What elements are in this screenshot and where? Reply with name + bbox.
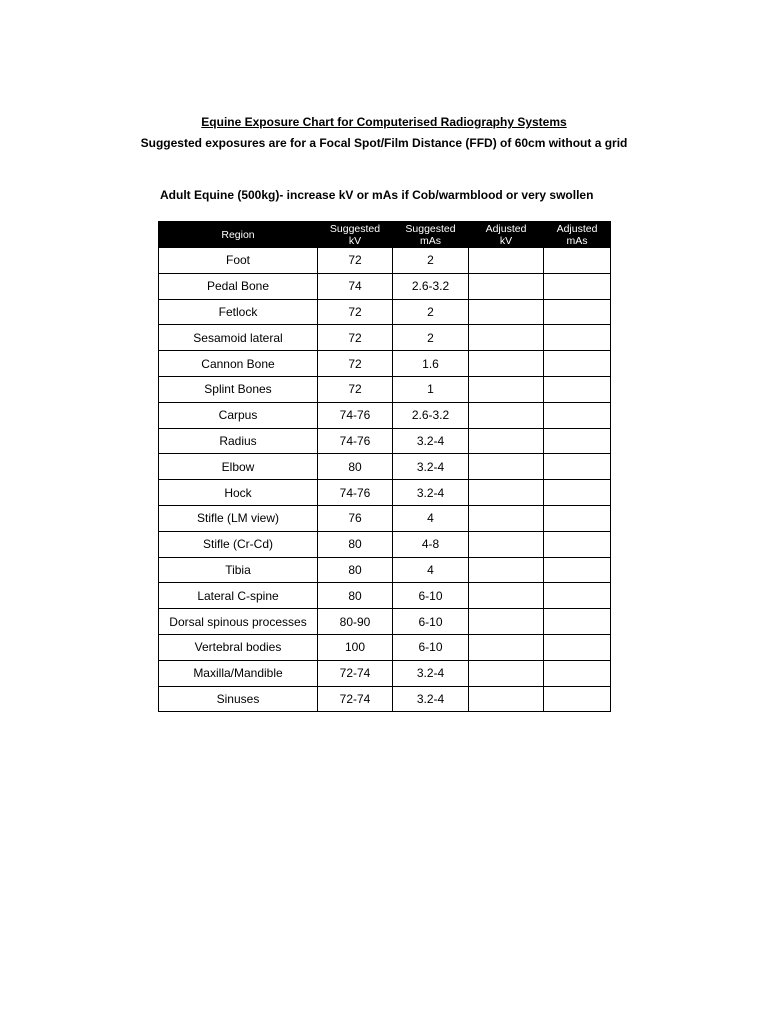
- cell-suggested-mas: 1: [393, 376, 469, 402]
- cell-adjusted-mas: [544, 531, 611, 557]
- header-text-line: mAs: [420, 234, 441, 247]
- cell-adjusted-mas: [544, 299, 611, 325]
- cell-region: Fetlock: [159, 299, 318, 325]
- header-text-line: Adjusted: [556, 222, 598, 235]
- cell-suggested-kv: 72-74: [318, 686, 393, 712]
- table-row: [159, 480, 611, 506]
- header-adjusted-mas: [544, 222, 611, 248]
- header-text-line: Suggested: [405, 222, 456, 235]
- cell-suggested-mas: 2.6-3.2: [393, 402, 469, 428]
- cell-region: Maxilla/Mandible: [159, 660, 318, 686]
- header-text-line: kV: [499, 234, 513, 247]
- cell-suggested-kv: 72: [318, 299, 393, 325]
- cell-region: Sinuses: [159, 686, 318, 712]
- table-header-row: [159, 222, 611, 248]
- cell-region: Lateral C-spine: [159, 583, 318, 609]
- cell-suggested-kv: 72: [318, 325, 393, 351]
- cell-adjusted-mas: [544, 273, 611, 299]
- cell-suggested-mas: 6-10: [393, 634, 469, 660]
- document-title: Equine Exposure Chart for Computerised Radiography Systems: [201, 115, 567, 129]
- table-row: [159, 351, 611, 377]
- cell-adjusted-mas: [544, 557, 611, 583]
- table-row: [159, 686, 611, 712]
- header-text-line: Suggested: [329, 222, 381, 235]
- table-body: [159, 248, 611, 712]
- cell-suggested-kv: 100: [318, 634, 393, 660]
- cell-adjusted-kv: [469, 660, 544, 686]
- cell-suggested-kv: 72: [318, 376, 393, 402]
- exposure-table: [158, 221, 611, 712]
- table-row: [159, 609, 611, 635]
- cell-adjusted-mas: [544, 686, 611, 712]
- header-region: [159, 222, 318, 248]
- cell-region: Cannon Bone: [159, 351, 318, 377]
- cell-adjusted-mas: [544, 402, 611, 428]
- cell-adjusted-kv: [469, 686, 544, 712]
- cell-adjusted-kv: [469, 531, 544, 557]
- table-row: [159, 454, 611, 480]
- header-text-line: kV: [348, 234, 362, 247]
- header-text-line: mAs: [566, 234, 588, 247]
- cell-adjusted-kv: [469, 428, 544, 454]
- table-row: [159, 299, 611, 325]
- header-suggested-kv: [318, 222, 393, 248]
- cell-adjusted-kv: [469, 376, 544, 402]
- cell-adjusted-kv: [469, 480, 544, 506]
- cell-adjusted-mas: [544, 609, 611, 635]
- cell-region: Dorsal spinous processes: [159, 609, 318, 635]
- cell-region: Tibia: [159, 557, 318, 583]
- cell-suggested-kv: 80: [318, 531, 393, 557]
- table-row: [159, 325, 611, 351]
- cell-suggested-mas: 4: [393, 505, 469, 531]
- cell-adjusted-mas: [544, 351, 611, 377]
- cell-adjusted-mas: [544, 325, 611, 351]
- cell-suggested-mas: 3.2-4: [393, 454, 469, 480]
- cell-suggested-kv: 72: [318, 248, 393, 274]
- cell-suggested-kv: 80: [318, 454, 393, 480]
- cell-adjusted-kv: [469, 583, 544, 609]
- cell-suggested-mas: 2: [393, 248, 469, 274]
- table-row: [159, 248, 611, 274]
- cell-adjusted-kv: [469, 248, 544, 274]
- cell-suggested-kv: 74-76: [318, 402, 393, 428]
- cell-region: Radius: [159, 428, 318, 454]
- cell-adjusted-kv: [469, 273, 544, 299]
- cell-suggested-kv: 76: [318, 505, 393, 531]
- table-row: [159, 402, 611, 428]
- cell-adjusted-mas: [544, 454, 611, 480]
- cell-region: Stifle (Cr-Cd): [159, 531, 318, 557]
- header-adjusted-kv: [469, 222, 544, 248]
- cell-region: Elbow: [159, 454, 318, 480]
- table-row: [159, 634, 611, 660]
- table-row: [159, 531, 611, 557]
- cell-region: Pedal Bone: [159, 273, 318, 299]
- cell-adjusted-mas: [544, 634, 611, 660]
- table-row: [159, 376, 611, 402]
- cell-adjusted-mas: [544, 248, 611, 274]
- cell-suggested-mas: 4: [393, 557, 469, 583]
- cell-region: Stifle (LM view): [159, 505, 318, 531]
- cell-suggested-kv: 74-76: [318, 480, 393, 506]
- cell-adjusted-mas: [544, 505, 611, 531]
- cell-suggested-mas: 3.2-4: [393, 480, 469, 506]
- section-heading: Adult Equine (500kg)- increase kV or mAs if Cob/warmblood or very swollen: [160, 188, 594, 202]
- header-text-line: Region: [221, 228, 255, 241]
- table-row: [159, 557, 611, 583]
- cell-adjusted-kv: [469, 351, 544, 377]
- cell-adjusted-kv: [469, 325, 544, 351]
- header-suggested-mas: [393, 222, 469, 248]
- cell-suggested-kv: 74: [318, 273, 393, 299]
- cell-region: Splint Bones: [159, 376, 318, 402]
- cell-suggested-mas: 2.6-3.2: [393, 273, 469, 299]
- cell-adjusted-mas: [544, 660, 611, 686]
- cell-region: Foot: [159, 248, 318, 274]
- cell-suggested-kv: 80: [318, 557, 393, 583]
- table-row: [159, 273, 611, 299]
- cell-adjusted-kv: [469, 634, 544, 660]
- table-row: [159, 583, 611, 609]
- cell-adjusted-kv: [469, 454, 544, 480]
- cell-adjusted-mas: [544, 480, 611, 506]
- cell-suggested-mas: 3.2-4: [393, 428, 469, 454]
- cell-suggested-mas: 4-8: [393, 531, 469, 557]
- header-text-line: Adjusted: [485, 222, 527, 235]
- cell-region: Carpus: [159, 402, 318, 428]
- cell-suggested-mas: 2: [393, 299, 469, 325]
- cell-suggested-mas: 6-10: [393, 583, 469, 609]
- cell-suggested-kv: 80-90: [318, 609, 393, 635]
- cell-suggested-kv: 74-76: [318, 428, 393, 454]
- cell-suggested-mas: 3.2-4: [393, 660, 469, 686]
- cell-suggested-kv: 72-74: [318, 660, 393, 686]
- cell-region: Vertebral bodies: [159, 634, 318, 660]
- cell-suggested-kv: 72: [318, 351, 393, 377]
- cell-adjusted-kv: [469, 609, 544, 635]
- cell-adjusted-kv: [469, 299, 544, 325]
- table-row: [159, 660, 611, 686]
- table-row: [159, 505, 611, 531]
- cell-region: Hock: [159, 480, 318, 506]
- cell-suggested-mas: 1.6: [393, 351, 469, 377]
- document-subtitle: Suggested exposures are for a Focal Spot/Film Distance (FFD) of 60cm without a grid: [140, 136, 628, 150]
- cell-suggested-mas: 6-10: [393, 609, 469, 635]
- cell-suggested-mas: 3.2-4: [393, 686, 469, 712]
- cell-region: Sesamoid lateral: [159, 325, 318, 351]
- cell-adjusted-kv: [469, 505, 544, 531]
- cell-suggested-kv: 80: [318, 583, 393, 609]
- cell-adjusted-mas: [544, 376, 611, 402]
- cell-adjusted-kv: [469, 557, 544, 583]
- table-row: [159, 428, 611, 454]
- cell-adjusted-mas: [544, 583, 611, 609]
- cell-adjusted-kv: [469, 402, 544, 428]
- cell-suggested-mas: 2: [393, 325, 469, 351]
- cell-adjusted-mas: [544, 428, 611, 454]
